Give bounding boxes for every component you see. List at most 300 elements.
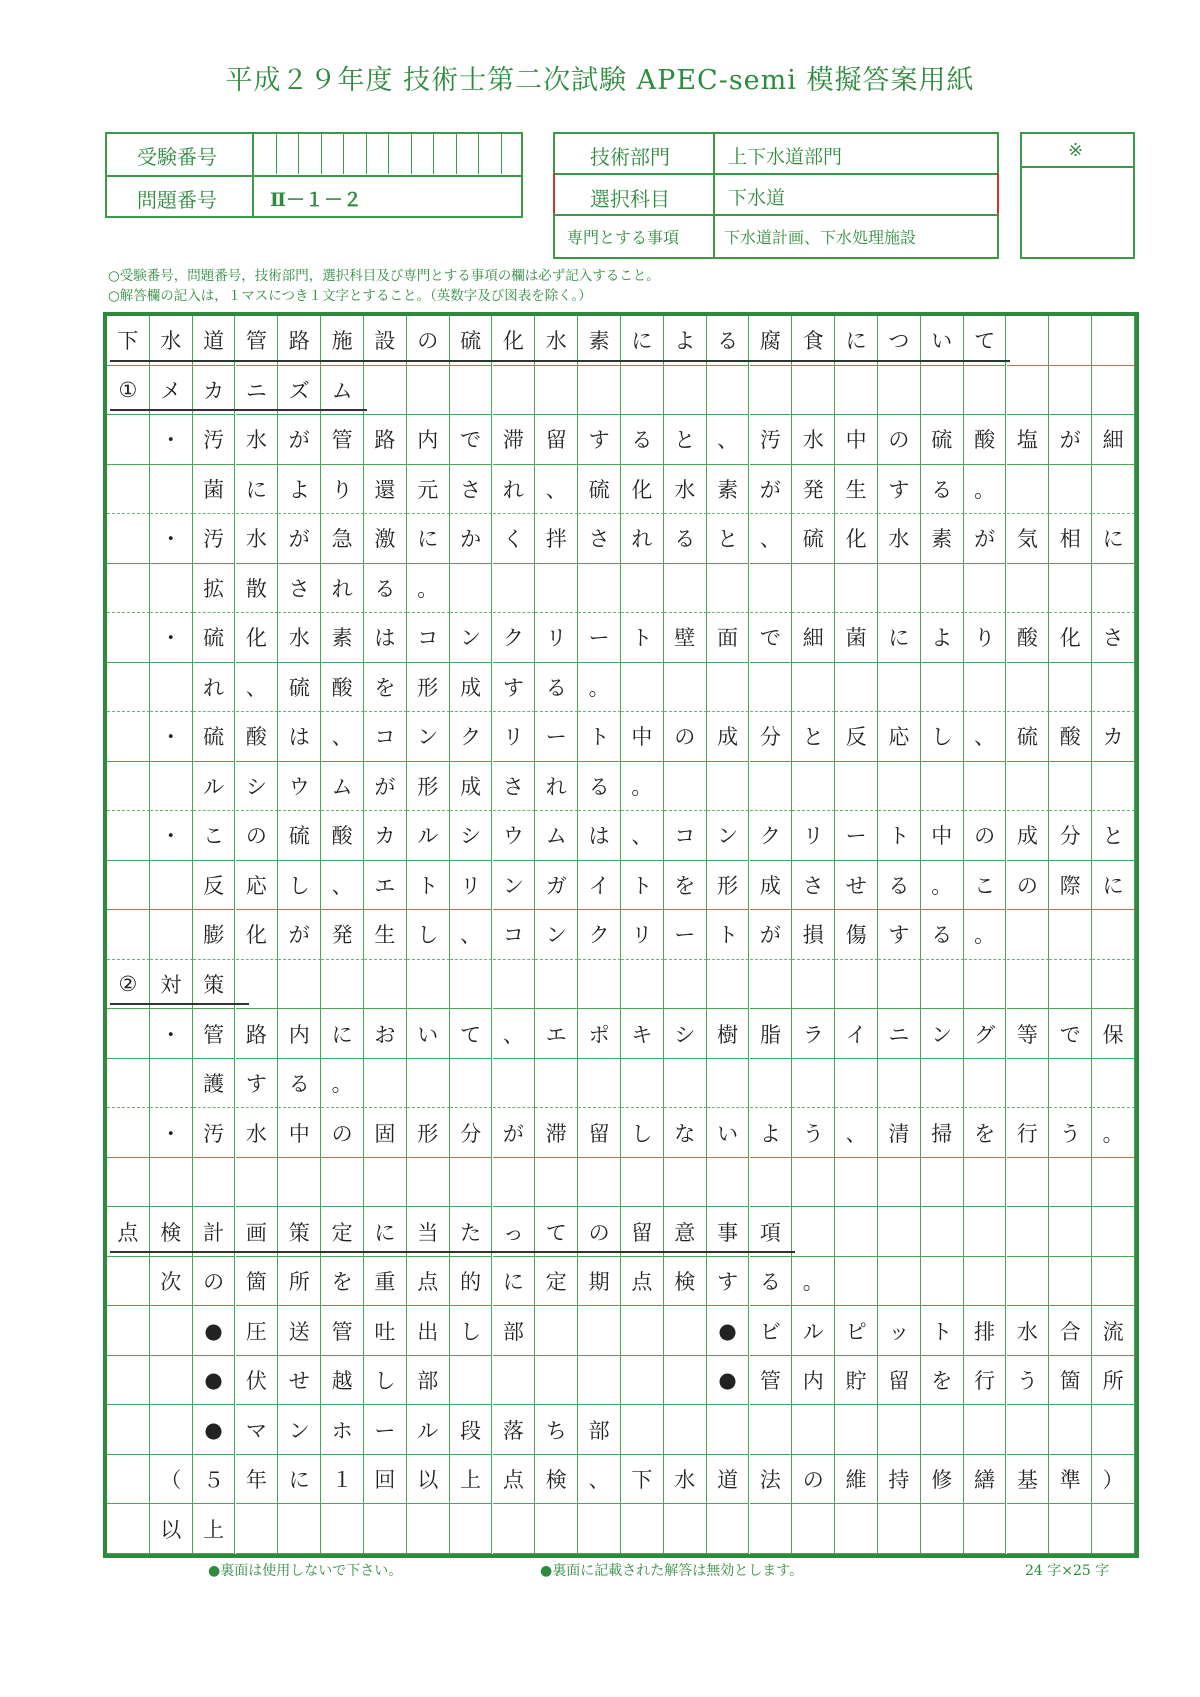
grid-cell[interactable]: が [1049,415,1092,465]
grid-cell[interactable] [964,960,1007,1010]
grid-cell[interactable] [278,1158,321,1208]
grid-cell[interactable]: る [921,465,964,515]
grid-cell[interactable]: ー [578,613,621,663]
grid-cell[interactable] [1007,366,1050,416]
grid-cell[interactable]: さ [493,762,536,812]
grid-cell[interactable]: 落 [493,1405,536,1455]
grid-cell[interactable] [407,366,450,416]
grid-cell[interactable]: 酸 [1049,712,1092,762]
grid-cell[interactable] [107,1009,150,1059]
grid-cell[interactable]: 硫 [1007,712,1050,762]
grid-cell[interactable]: 策 [193,960,236,1010]
grid-cell[interactable]: 行 [964,1356,1007,1406]
grid-cell[interactable]: 、 [750,514,793,564]
grid-cell[interactable]: す [878,910,921,960]
grid-cell[interactable]: 、 [535,465,578,515]
grid-cell[interactable]: ト [707,910,750,960]
grid-cell[interactable] [578,1059,621,1109]
grid-cell[interactable] [921,564,964,614]
grid-cell[interactable]: ガ [535,861,578,911]
grid-cell[interactable]: 内 [407,415,450,465]
grid-cell[interactable] [407,960,450,1010]
grid-cell[interactable]: 、 [835,1108,878,1158]
grid-cell[interactable] [1007,316,1050,366]
grid-cell[interactable]: す [707,1257,750,1307]
grid-cell[interactable]: ト [621,613,664,663]
grid-cell[interactable]: 部 [407,1356,450,1406]
grid-cell[interactable]: 合 [1049,1306,1092,1356]
grid-cell[interactable]: 定 [321,1207,364,1257]
grid-cell[interactable]: 計 [193,1207,236,1257]
grid-cell[interactable]: の [407,316,450,366]
grid-cell[interactable] [921,1257,964,1307]
grid-cell[interactable]: 面 [707,613,750,663]
grid-cell[interactable]: 内 [278,1009,321,1059]
grid-cell[interactable] [964,1257,1007,1307]
grid-cell[interactable]: な [664,1108,707,1158]
grid-cell[interactable] [878,1059,921,1109]
grid-cell[interactable] [493,960,536,1010]
grid-cell[interactable]: 、 [707,415,750,465]
grid-cell[interactable]: ル [407,1405,450,1455]
grid-cell[interactable]: 硫 [450,316,493,366]
grid-cell[interactable]: せ [278,1356,321,1406]
grid-cell[interactable] [792,762,835,812]
grid-cell[interactable]: 成 [750,861,793,911]
grid-cell[interactable] [835,1158,878,1208]
grid-cell[interactable]: 酸 [321,811,364,861]
grid-cell[interactable] [621,1059,664,1109]
grid-cell[interactable] [150,1356,193,1406]
grid-cell[interactable] [1007,564,1050,614]
grid-cell[interactable] [964,1504,1007,1554]
grid-cell[interactable]: れ [621,514,664,564]
grid-cell[interactable] [664,1158,707,1208]
grid-cell[interactable] [107,514,150,564]
grid-cell[interactable]: 貯 [835,1356,878,1406]
specialty-value[interactable]: 下水道計画、下水処理施設 [724,228,917,247]
grid-cell[interactable]: ム [321,762,364,812]
grid-cell[interactable]: 汚 [193,514,236,564]
grid-cell[interactable] [150,762,193,812]
grid-cell[interactable]: 素 [921,514,964,564]
grid-cell[interactable]: た [450,1207,493,1257]
grid-cell[interactable]: で [1049,1009,1092,1059]
grid-cell[interactable]: の [878,415,921,465]
grid-cell[interactable]: ● [707,1356,750,1406]
grid-cell[interactable]: 点 [407,1257,450,1307]
grid-cell[interactable]: 生 [364,910,407,960]
grid-cell[interactable]: が [364,762,407,812]
grid-cell[interactable]: 点 [493,1455,536,1505]
grid-cell[interactable] [107,712,150,762]
grid-cell[interactable]: メ [150,366,193,416]
grid-cell[interactable]: 基 [1007,1455,1050,1505]
grid-cell[interactable] [278,1504,321,1554]
grid-cell[interactable] [1007,663,1050,713]
grid-cell[interactable]: 圧 [236,1306,279,1356]
grid-cell[interactable] [150,564,193,614]
grid-cell[interactable]: ・ [150,712,193,762]
grid-cell[interactable]: が [750,465,793,515]
grid-cell[interactable]: 項 [750,1207,793,1257]
grid-cell[interactable]: 形 [407,762,450,812]
grid-cell[interactable]: 留 [578,1108,621,1158]
grid-cell[interactable] [664,1405,707,1455]
grid-cell[interactable] [364,960,407,1010]
grid-cell[interactable] [921,960,964,1010]
grid-cell[interactable]: 散 [236,564,279,614]
grid-cell[interactable]: 。 [964,910,1007,960]
grid-cell[interactable] [750,1405,793,1455]
grid-cell[interactable] [150,465,193,515]
grid-cell[interactable]: 修 [921,1455,964,1505]
grid-cell[interactable]: 行 [1007,1108,1050,1158]
grid-cell[interactable] [278,960,321,1010]
grid-cell[interactable]: 食 [792,316,835,366]
grid-cell[interactable]: る [621,415,664,465]
grid-cell[interactable]: コ [664,811,707,861]
grid-cell[interactable]: さ [450,465,493,515]
grid-cell[interactable]: ト [407,861,450,911]
grid-cell[interactable] [707,564,750,614]
grid-cell[interactable] [707,1504,750,1554]
grid-cell[interactable] [835,1257,878,1307]
grid-cell[interactable] [107,1257,150,1307]
grid-cell[interactable]: 管 [193,1009,236,1059]
grid-cell[interactable] [1007,1207,1050,1257]
grid-cell[interactable]: 膨 [193,910,236,960]
grid-cell[interactable] [964,1059,1007,1109]
grid-cell[interactable] [364,366,407,416]
grid-cell[interactable]: ５ [193,1455,236,1505]
grid-cell[interactable]: ビ [750,1306,793,1356]
grid-cell[interactable] [493,564,536,614]
grid-cell[interactable]: れ [193,663,236,713]
grid-cell[interactable]: に [321,1009,364,1059]
grid-cell[interactable]: 画 [236,1207,279,1257]
grid-cell[interactable] [107,1306,150,1356]
grid-cell[interactable] [321,1504,364,1554]
grid-cell[interactable]: 伏 [236,1356,279,1406]
exam-number-input[interactable] [253,133,521,174]
grid-cell[interactable] [835,1504,878,1554]
grid-cell[interactable]: 、 [493,1009,536,1059]
grid-cell[interactable]: シ [664,1009,707,1059]
grid-cell[interactable]: ッ [878,1306,921,1356]
grid-cell[interactable]: を [921,1356,964,1406]
grid-cell[interactable]: ン [707,811,750,861]
grid-cell[interactable] [107,663,150,713]
grid-cell[interactable] [921,1059,964,1109]
grid-cell[interactable]: お [364,1009,407,1059]
grid-cell[interactable]: ② [107,960,150,1010]
grid-cell[interactable]: 留 [621,1207,664,1257]
grid-cell[interactable] [964,1207,1007,1257]
grid-cell[interactable] [964,366,1007,416]
grid-cell[interactable]: の [578,1207,621,1257]
grid-cell[interactable]: イ [578,861,621,911]
grid-cell[interactable] [1092,1504,1135,1554]
grid-cell[interactable]: 拡 [193,564,236,614]
grid-cell[interactable] [921,1158,964,1208]
grid-cell[interactable] [578,366,621,416]
grid-cell[interactable]: 期 [578,1257,621,1307]
grid-cell[interactable]: ズ [278,366,321,416]
grid-cell[interactable]: ニ [236,366,279,416]
grid-cell[interactable]: る [364,564,407,614]
grid-cell[interactable]: が [493,1108,536,1158]
grid-cell[interactable]: る [578,762,621,812]
grid-cell[interactable] [493,1356,536,1406]
grid-cell[interactable] [578,564,621,614]
grid-cell[interactable] [1049,1405,1092,1455]
grid-cell[interactable]: 水 [878,514,921,564]
grid-cell[interactable]: 施 [321,316,364,366]
grid-cell[interactable] [150,663,193,713]
grid-cell[interactable] [107,1455,150,1505]
grid-cell[interactable]: に [278,1455,321,1505]
grid-cell[interactable]: 酸 [1007,613,1050,663]
grid-cell[interactable]: は [364,613,407,663]
grid-cell[interactable] [193,1158,236,1208]
grid-cell[interactable] [1092,564,1135,614]
grid-cell[interactable]: に [878,613,921,663]
grid-cell[interactable]: て [964,316,1007,366]
grid-cell[interactable] [621,366,664,416]
grid-cell[interactable] [1092,366,1135,416]
grid-cell[interactable] [236,960,279,1010]
grid-cell[interactable]: 菌 [835,613,878,663]
grid-cell[interactable] [707,1405,750,1455]
grid-cell[interactable]: 清 [878,1108,921,1158]
grid-cell[interactable]: 気 [1007,514,1050,564]
grid-cell[interactable]: リ [621,910,664,960]
grid-cell[interactable]: 水 [278,613,321,663]
grid-cell[interactable]: し [921,712,964,762]
grid-cell[interactable]: ク [493,613,536,663]
grid-cell[interactable]: が [278,415,321,465]
grid-cell[interactable]: ル [407,811,450,861]
grid-cell[interactable]: 設 [364,316,407,366]
grid-cell[interactable]: に [1092,861,1135,911]
grid-cell[interactable] [792,1059,835,1109]
grid-cell[interactable] [750,762,793,812]
grid-cell[interactable]: 管 [236,316,279,366]
grid-cell[interactable]: 還 [364,465,407,515]
grid-cell[interactable] [450,1059,493,1109]
grid-cell[interactable]: ウ [278,762,321,812]
grid-cell[interactable]: 重 [364,1257,407,1307]
grid-cell[interactable]: 菌 [193,465,236,515]
grid-cell[interactable] [493,1059,536,1109]
grid-cell[interactable]: 硫 [193,712,236,762]
grid-cell[interactable]: 管 [321,1306,364,1356]
grid-cell[interactable] [664,960,707,1010]
grid-cell[interactable] [1007,762,1050,812]
grid-cell[interactable]: 路 [236,1009,279,1059]
grid-cell[interactable]: 以 [150,1504,193,1554]
grid-cell[interactable]: 策 [278,1207,321,1257]
grid-cell[interactable]: 管 [750,1356,793,1406]
grid-cell[interactable]: 滞 [535,1108,578,1158]
grid-cell[interactable]: ） [1092,1455,1135,1505]
grid-cell[interactable] [578,1356,621,1406]
grid-cell[interactable] [493,1504,536,1554]
grid-cell[interactable]: ① [107,366,150,416]
grid-cell[interactable]: 化 [1049,613,1092,663]
grid-cell[interactable]: し [364,1356,407,1406]
grid-cell[interactable]: 箇 [236,1257,279,1307]
grid-cell[interactable]: 検 [150,1207,193,1257]
grid-cell[interactable]: 水 [792,415,835,465]
grid-cell[interactable]: グ [964,1009,1007,1059]
grid-cell[interactable]: 。 [321,1059,364,1109]
grid-cell[interactable]: 的 [450,1257,493,1307]
grid-cell[interactable] [664,663,707,713]
grid-cell[interactable] [750,1158,793,1208]
grid-cell[interactable] [535,1059,578,1109]
grid-cell[interactable] [621,663,664,713]
grid-cell[interactable] [792,1158,835,1208]
grid-cell[interactable]: 、 [321,861,364,911]
grid-cell[interactable]: 。 [1092,1108,1135,1158]
grid-cell[interactable] [664,762,707,812]
grid-cell[interactable]: 水 [1007,1306,1050,1356]
grid-cell[interactable] [792,1405,835,1455]
grid-cell[interactable]: 回 [364,1455,407,1505]
grid-cell[interactable]: 道 [193,316,236,366]
grid-cell[interactable]: 生 [835,465,878,515]
grid-cell[interactable]: ・ [150,811,193,861]
grid-cell[interactable]: る [750,1257,793,1307]
grid-cell[interactable]: 所 [278,1257,321,1307]
grid-cell[interactable]: ニ [878,1009,921,1059]
grid-cell[interactable]: の [236,811,279,861]
grid-cell[interactable]: 成 [450,762,493,812]
grid-cell[interactable]: い [407,1009,450,1059]
grid-cell[interactable]: の [1007,861,1050,911]
grid-cell[interactable] [621,1306,664,1356]
grid-cell[interactable]: ク [750,811,793,861]
grid-cell[interactable]: し [450,1306,493,1356]
grid-cell[interactable]: ● [193,1405,236,1455]
grid-cell[interactable] [1007,1059,1050,1109]
grid-cell[interactable] [535,564,578,614]
grid-cell[interactable]: す [236,1059,279,1109]
grid-cell[interactable]: 細 [792,613,835,663]
grid-cell[interactable] [1007,1504,1050,1554]
grid-cell[interactable]: う [1007,1356,1050,1406]
grid-cell[interactable] [578,960,621,1010]
grid-cell[interactable] [964,564,1007,614]
grid-cell[interactable]: が [964,514,1007,564]
grid-cell[interactable]: 発 [321,910,364,960]
grid-cell[interactable] [1092,663,1135,713]
grid-cell[interactable]: 脂 [750,1009,793,1059]
grid-cell[interactable] [107,811,150,861]
grid-cell[interactable]: 成 [450,663,493,713]
grid-cell[interactable] [750,663,793,713]
answer-grid[interactable] [103,312,1139,1558]
grid-cell[interactable] [107,1158,150,1208]
grid-cell[interactable] [150,1158,193,1208]
grid-cell[interactable] [664,1306,707,1356]
grid-cell[interactable]: 化 [493,316,536,366]
grid-cell[interactable]: を [321,1257,364,1307]
grid-cell[interactable]: 硫 [193,613,236,663]
grid-cell[interactable] [578,1158,621,1208]
grid-cell[interactable] [835,1207,878,1257]
grid-cell[interactable]: ラ [792,1009,835,1059]
grid-cell[interactable]: よ [921,613,964,663]
grid-cell[interactable]: 反 [193,861,236,911]
grid-cell[interactable] [664,366,707,416]
grid-cell[interactable] [707,960,750,1010]
grid-cell[interactable]: カ [1092,712,1135,762]
grid-cell[interactable]: 素 [321,613,364,663]
grid-cell[interactable]: 化 [835,514,878,564]
grid-cell[interactable]: よ [278,465,321,515]
grid-cell[interactable]: と [1092,811,1135,861]
grid-cell[interactable]: 対 [150,960,193,1010]
grid-cell[interactable]: 路 [364,415,407,465]
grid-cell[interactable]: ピ [835,1306,878,1356]
grid-cell[interactable]: 激 [364,514,407,564]
grid-cell[interactable]: 、 [578,1455,621,1505]
grid-cell[interactable] [107,1108,150,1158]
grid-cell[interactable] [921,1405,964,1455]
grid-cell[interactable]: コ [407,613,450,663]
grid-cell[interactable]: く [493,514,536,564]
grid-cell[interactable] [1049,366,1092,416]
grid-cell[interactable] [921,663,964,713]
grid-cell[interactable]: 下 [621,1455,664,1505]
grid-cell[interactable]: カ [193,366,236,416]
grid-cell[interactable]: が [278,910,321,960]
grid-cell[interactable] [364,1059,407,1109]
grid-cell[interactable] [450,1504,493,1554]
grid-cell[interactable] [1049,1257,1092,1307]
grid-cell[interactable] [707,366,750,416]
grid-cell[interactable]: 、 [236,663,279,713]
grid-cell[interactable]: て [535,1207,578,1257]
grid-cell[interactable]: 水 [236,514,279,564]
grid-cell[interactable] [835,1059,878,1109]
grid-cell[interactable] [407,1158,450,1208]
grid-cell[interactable] [107,465,150,515]
grid-cell[interactable]: ル [792,1306,835,1356]
grid-cell[interactable]: よ [664,316,707,366]
grid-cell[interactable]: 所 [1092,1356,1135,1406]
grid-cell[interactable]: シ [236,762,279,812]
grid-cell[interactable] [878,1504,921,1554]
department-value[interactable]: 上下水道部門 [728,146,843,168]
grid-cell[interactable]: さ [792,861,835,911]
grid-cell[interactable]: ・ [150,613,193,663]
grid-cell[interactable] [1007,1405,1050,1455]
grid-cell[interactable] [750,960,793,1010]
grid-cell[interactable] [1092,1059,1135,1109]
grid-cell[interactable]: 管 [321,415,364,465]
grid-cell[interactable] [107,1059,150,1109]
grid-cell[interactable] [150,1306,193,1356]
grid-cell[interactable] [835,366,878,416]
grid-cell[interactable] [835,960,878,1010]
grid-cell[interactable]: 掃 [921,1108,964,1158]
grid-cell[interactable] [1049,1504,1092,1554]
grid-cell[interactable]: 急 [321,514,364,564]
